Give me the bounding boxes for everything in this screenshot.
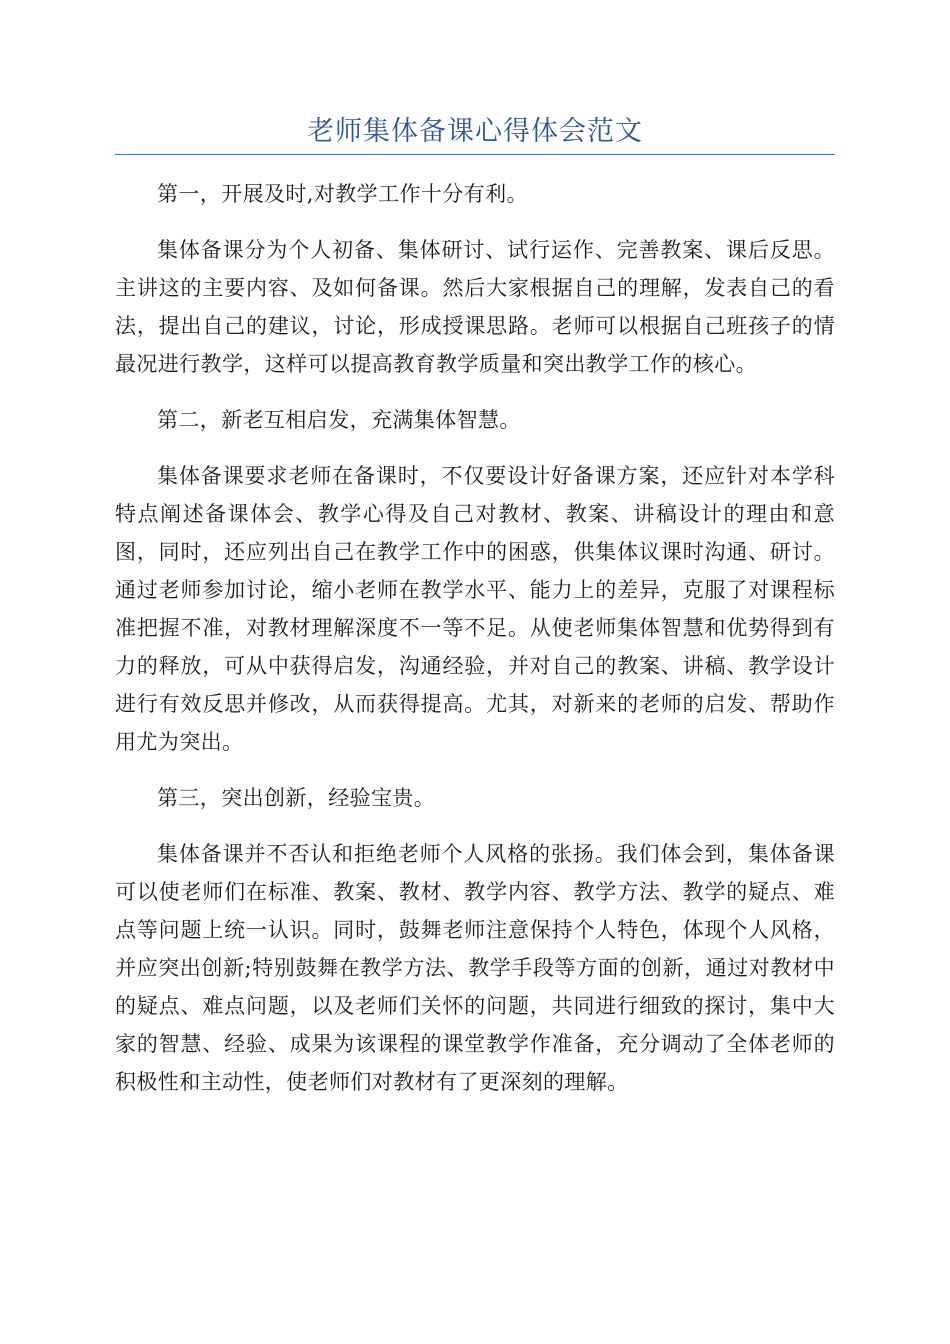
document-body	[115, 175, 835, 1119]
paragraph-body-2: 集体备课要求老师在备课时，不仅要设计好备课方案，还应针对本学科特点阐述备课体会、教学心得及自己对教材、教案、讲稿设计的理由和意图，同时，还应列出自己在教学工作中的困惑，供集体议课时沟通、研讨。通过老师参加讨论，缩小老师在教学水平、能力上的差异，克服了对课程标准把握不准，对教材理解深度不一等不足。从使老师集体智慧和优势得到有力的释放，可从中获得启发，沟通经验，并对自己的教案、讲稿、教学设计进行有效反思并修改，从而获得提高。尤其，对新来的老师的启发、帮助作用尤为突出。	[115, 464, 835, 754]
paragraph-heading-3: 第三，突出创新，经验宝贵。	[157, 786, 436, 810]
paragraph-body-1: 集体备课分为个人初备、集体研讨、试行运作、完善教案、课后反思。主讲这的主要内容、及如何备课。然后大家根据自己的理解，发表自己的看法，提出自己的建议，讨论，形成授课思路。老师可以根据自己班孩子的情最况进行教学，这样可以提高教育教学质量和突出教学工作的核心。	[115, 238, 835, 376]
paragraph-heading-2: 第二，新老互相启发，充满集体智慧。	[157, 408, 521, 432]
document-title: 老师集体备课心得体会范文	[307, 116, 643, 147]
paragraph-body-3: 集体备课并不否认和拒绝老师个人风格的张扬。我们体会到，集体备课可以使老师们在标准、教案、教材、教学内容、教学方法、教学的疑点、难点等问题上统一认识。同时，鼓舞老师注意保持个人特色，体现个人风格，并应突出创新;特别鼓舞在教学方法、教学手段等方面的创新，通过对教材中的疑点、难点问题，以及老师们关怀的问题，共同进行细致的探讨，集中大家的智慧、经验、成果为该课程的课堂教学作准备，充分调动了全体老师的积极性和主动性，使老师们对教材有了更深刻的理解。	[115, 842, 835, 1094]
title-underline	[115, 154, 835, 155]
paragraph-heading-1: 第一，开展及时,对教学工作十分有利。	[157, 182, 528, 206]
